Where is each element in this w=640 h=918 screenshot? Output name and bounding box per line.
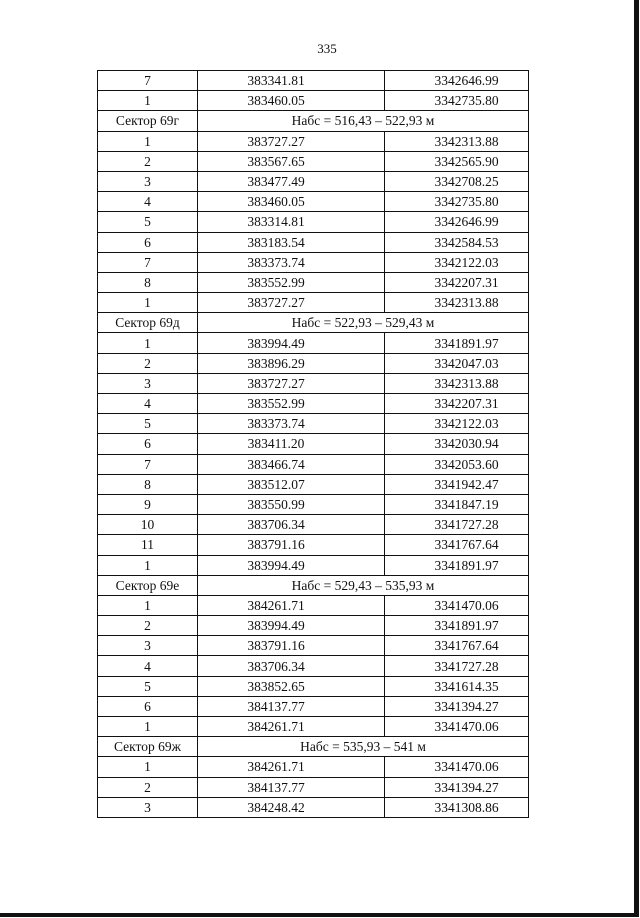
point-number: 3	[98, 171, 198, 191]
x-coordinate: 383727.27	[198, 131, 385, 151]
y-coordinate: 3341942.47	[385, 474, 529, 494]
table-row	[98, 656, 529, 676]
y-coordinate: 3342735.80	[385, 91, 529, 111]
x-coordinate: 383791.16	[198, 636, 385, 656]
y-coordinate: 3341767.64	[385, 535, 529, 555]
x-coordinate: 383896.29	[198, 353, 385, 373]
x-coordinate: 383183.54	[198, 232, 385, 252]
y-coordinate: 3341727.28	[385, 656, 529, 676]
x-coordinate: 383373.74	[198, 414, 385, 434]
point-number: 5	[98, 414, 198, 434]
coordinates-table	[97, 70, 529, 818]
point-number: 7	[98, 252, 198, 272]
y-coordinate: 3342207.31	[385, 272, 529, 292]
point-number: 9	[98, 494, 198, 514]
x-coordinate: 384248.42	[198, 797, 385, 817]
sector-header-row	[98, 737, 529, 757]
x-coordinate: 383477.49	[198, 171, 385, 191]
x-coordinate: 384261.71	[198, 757, 385, 777]
y-coordinate: 3341614.35	[385, 676, 529, 696]
sector-header-row	[98, 575, 529, 595]
table-row	[98, 616, 529, 636]
point-number: 2	[98, 616, 198, 636]
point-number: 6	[98, 232, 198, 252]
table-row	[98, 676, 529, 696]
x-coordinate: 383411.20	[198, 434, 385, 454]
table-row	[98, 434, 529, 454]
x-coordinate: 383512.07	[198, 474, 385, 494]
x-coordinate: 383706.34	[198, 656, 385, 676]
x-coordinate: 384261.71	[198, 595, 385, 615]
table-row	[98, 515, 529, 535]
table-row	[98, 474, 529, 494]
point-number: 1	[98, 555, 198, 575]
table-row	[98, 192, 529, 212]
sector-header-row	[98, 313, 529, 333]
y-coordinate: 3341470.06	[385, 717, 529, 737]
table-row	[98, 373, 529, 393]
y-coordinate: 3342735.80	[385, 192, 529, 212]
table-row	[98, 171, 529, 191]
y-coordinate: 3342053.60	[385, 454, 529, 474]
table-row	[98, 636, 529, 656]
table-row	[98, 212, 529, 232]
point-number: 3	[98, 797, 198, 817]
y-coordinate: 3342708.25	[385, 171, 529, 191]
point-number: 1	[98, 91, 198, 111]
point-number: 2	[98, 151, 198, 171]
x-coordinate: 383550.99	[198, 494, 385, 514]
sector-name: Сектор 69г	[98, 111, 198, 131]
point-number: 7	[98, 454, 198, 474]
x-coordinate: 383727.27	[198, 373, 385, 393]
x-coordinate: 383791.16	[198, 535, 385, 555]
y-coordinate: 3341394.27	[385, 696, 529, 716]
page-number: 335	[317, 41, 337, 56]
sector-name: Сектор 69ж	[98, 737, 198, 757]
x-coordinate: 383466.74	[198, 454, 385, 474]
table-row	[98, 555, 529, 575]
y-coordinate: 3341470.06	[385, 595, 529, 615]
table-row	[98, 232, 529, 252]
y-coordinate: 3342646.99	[385, 212, 529, 232]
table-row	[98, 131, 529, 151]
y-coordinate: 3342646.99	[385, 71, 529, 91]
x-coordinate: 383994.49	[198, 333, 385, 353]
x-coordinate: 383314.81	[198, 212, 385, 232]
table-row	[98, 414, 529, 434]
y-coordinate: 3341727.28	[385, 515, 529, 535]
point-number: 4	[98, 394, 198, 414]
y-coordinate: 3342122.03	[385, 252, 529, 272]
table-row	[98, 151, 529, 171]
table-row	[98, 71, 529, 91]
y-coordinate: 3342313.88	[385, 293, 529, 313]
point-number: 6	[98, 434, 198, 454]
coordinates-table-body	[98, 71, 529, 818]
x-coordinate: 383727.27	[198, 293, 385, 313]
point-number: 1	[98, 293, 198, 313]
point-number: 1	[98, 717, 198, 737]
y-coordinate: 3342207.31	[385, 394, 529, 414]
table-row	[98, 272, 529, 292]
point-number: 2	[98, 353, 198, 373]
y-coordinate: 3341767.64	[385, 636, 529, 656]
x-coordinate: 383706.34	[198, 515, 385, 535]
x-coordinate: 383567.65	[198, 151, 385, 171]
x-coordinate: 383460.05	[198, 192, 385, 212]
y-coordinate: 3341308.86	[385, 797, 529, 817]
x-coordinate: 384137.77	[198, 777, 385, 797]
table-row	[98, 535, 529, 555]
point-number: 6	[98, 696, 198, 716]
y-coordinate: 3342030.94	[385, 434, 529, 454]
sector-name: Сектор 69е	[98, 575, 198, 595]
point-number: 1	[98, 757, 198, 777]
y-coordinate: 3342565.90	[385, 151, 529, 171]
point-number: 2	[98, 777, 198, 797]
y-coordinate: 3341394.27	[385, 777, 529, 797]
table-row	[98, 595, 529, 615]
x-coordinate: 383373.74	[198, 252, 385, 272]
point-number: 8	[98, 272, 198, 292]
table-row	[98, 353, 529, 373]
y-coordinate: 3341470.06	[385, 757, 529, 777]
y-coordinate: 3342122.03	[385, 414, 529, 434]
point-number: 3	[98, 636, 198, 656]
point-number: 11	[98, 535, 198, 555]
point-number: 7	[98, 71, 198, 91]
sector-header-row	[98, 111, 529, 131]
point-number: 5	[98, 212, 198, 232]
x-coordinate: 383852.65	[198, 676, 385, 696]
table-row	[98, 333, 529, 353]
y-coordinate: 3341891.97	[385, 616, 529, 636]
table-row	[98, 91, 529, 111]
table-row	[98, 252, 529, 272]
table-row	[98, 696, 529, 716]
point-number: 10	[98, 515, 198, 535]
table-row	[98, 494, 529, 514]
y-coordinate: 3341847.19	[385, 494, 529, 514]
table-row	[98, 757, 529, 777]
point-number: 4	[98, 656, 198, 676]
y-coordinate: 3342313.88	[385, 131, 529, 151]
table-row	[98, 717, 529, 737]
point-number: 8	[98, 474, 198, 494]
x-coordinate: 383552.99	[198, 394, 385, 414]
y-coordinate: 3341891.97	[385, 555, 529, 575]
x-coordinate: 383994.49	[198, 616, 385, 636]
sector-height-range: Набс = 522,93 – 529,43 м	[198, 313, 529, 333]
x-coordinate: 384137.77	[198, 696, 385, 716]
point-number: 1	[98, 595, 198, 615]
sector-height-range: Набс = 529,43 – 535,93 м	[198, 575, 529, 595]
point-number: 1	[98, 131, 198, 151]
table-row	[98, 394, 529, 414]
table-row	[98, 777, 529, 797]
y-coordinate: 3341891.97	[385, 333, 529, 353]
point-number: 1	[98, 333, 198, 353]
point-number: 5	[98, 676, 198, 696]
point-number: 3	[98, 373, 198, 393]
x-coordinate: 384261.71	[198, 717, 385, 737]
sector-name: Сектор 69д	[98, 313, 198, 333]
y-coordinate: 3342584.53	[385, 232, 529, 252]
y-coordinate: 3342313.88	[385, 373, 529, 393]
table-row	[98, 454, 529, 474]
x-coordinate: 383341.81	[198, 71, 385, 91]
x-coordinate: 383994.49	[198, 555, 385, 575]
table-row	[98, 797, 529, 817]
x-coordinate: 383552.99	[198, 272, 385, 292]
x-coordinate: 383460.05	[198, 91, 385, 111]
table-row	[98, 293, 529, 313]
sector-height-range: Набс = 516,43 – 522,93 м	[198, 111, 529, 131]
y-coordinate: 3342047.03	[385, 353, 529, 373]
sector-height-range: Набс = 535,93 – 541 м	[198, 737, 529, 757]
point-number: 4	[98, 192, 198, 212]
